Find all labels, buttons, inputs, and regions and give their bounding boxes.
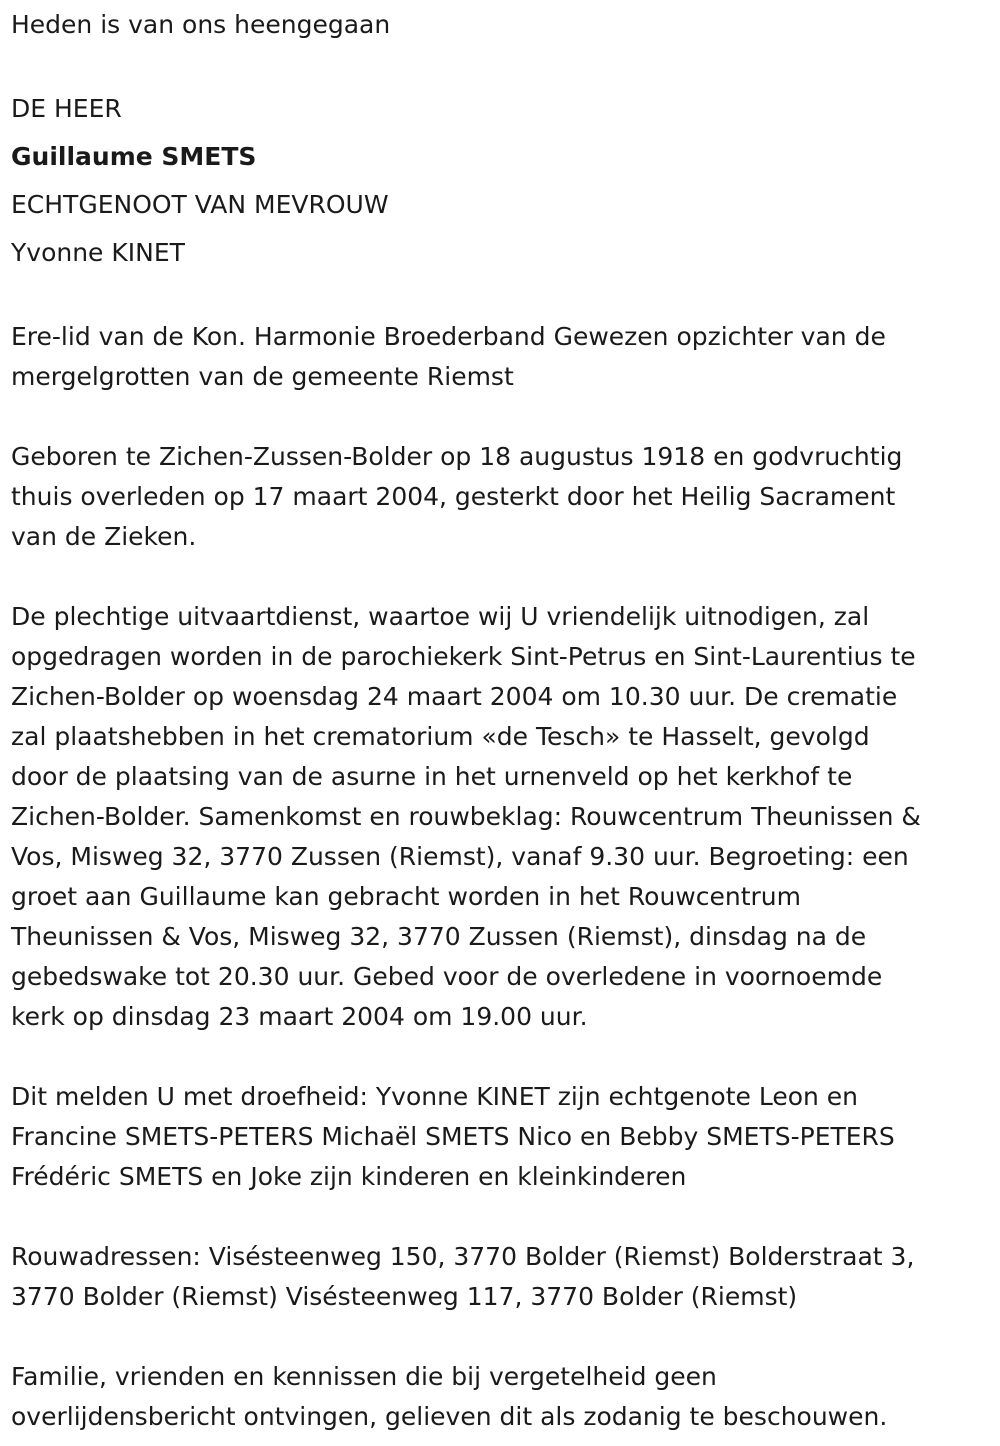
text-line: Francine SMETS-PETERS Michaël SMETS Nico en Bebby SMETS-PETERS: [11, 1122, 895, 1151]
text-line: groet aan Guillaume kan gebracht worden in het Rouwcentrum: [11, 882, 801, 911]
text-line: Theunissen & Vos, Misweg 32, 3770 Zussen (Riemst), dinsdag na de: [11, 922, 867, 951]
text-line: kerk op dinsdag 23 maart 2004 om 19.00 uur.: [11, 1002, 588, 1031]
text-line: van de Zieken.: [11, 522, 197, 551]
service-paragraph: [11, 597, 976, 1037]
addresses-paragraph: [11, 1237, 976, 1317]
membership-paragraph: [11, 317, 976, 397]
text-line: opgedragen worden in de parochiekerk Sint-Petrus en Sint-Laurentius te: [11, 642, 916, 671]
birth-death-paragraph: [11, 437, 976, 557]
text-line: thuis overleden op 17 maart 2004, gesterkt door het Heilig Sacrament: [11, 482, 896, 511]
text-line: Rouwadressen: Visésteenweg 150, 3770 Bolder (Riemst) Bolderstraat 3,: [11, 1242, 915, 1271]
text-line: Zichen-Bolder. Samenkomst en rouwbeklag: Rouwcentrum Theunissen &: [11, 802, 921, 831]
deceased-name: Guillaume SMETS: [11, 142, 257, 171]
text-line: 3770 Bolder (Riemst) Visésteenweg 117, 3770 Bolder (Riemst): [11, 1282, 798, 1311]
text-line: Geboren te Zichen-Zussen-Bolder op 18 augustus 1918 en godvruchtig: [11, 442, 903, 471]
text-line: door de plaatsing van de asurne in het urnenveld op het kerkhof te: [11, 762, 853, 791]
text-line: mergelgrotten van de gemeente Riemst: [11, 362, 514, 391]
text-line: gebedswake tot 20.30 uur. Gebed voor de overledene in voornoemde: [11, 962, 883, 991]
text-line: Frédéric SMETS en Joke zijn kinderen en kleinkinderen: [11, 1162, 687, 1191]
closing-paragraph: [11, 1357, 976, 1437]
family-paragraph: [11, 1077, 976, 1197]
text-line: zal plaatshebben in het crematorium «de Tesch» te Hasselt, gevolgd: [11, 722, 870, 751]
text-line: Ere-lid van de Kon. Harmonie Broederband Gewezen opzichter van de: [11, 322, 886, 351]
spouse-name: Yvonne KINET: [11, 238, 185, 267]
text-line: Familie, vrienden en kennissen die bij vergetelheid geen: [11, 1362, 717, 1391]
text-line: Dit melden U met droefheid: Yvonne KINET zijn echtgenote Leon en: [11, 1082, 859, 1111]
obituary-notice: [11, 0, 976, 1437]
deceased-header: [11, 85, 976, 277]
text-line: overlijdensbericht ontvingen, gelieven dit als zodanig te beschouwen.: [11, 1402, 888, 1431]
spouse-label: ECHTGENOOT VAN MEVROUW: [11, 190, 389, 219]
intro-line: Heden is van ons heengegaan: [11, 10, 391, 39]
text-line: Vos, Misweg 32, 3770 Zussen (Riemst), vanaf 9.30 uur. Begroeting: een: [11, 842, 909, 871]
text-line: Zichen-Bolder op woensdag 24 maart 2004 om 10.30 uur. De crematie: [11, 682, 898, 711]
text-line: De plechtige uitvaartdienst, waartoe wij U vriendelijk uitnodigen, zal: [11, 602, 870, 631]
title-line: DE HEER: [11, 94, 122, 123]
